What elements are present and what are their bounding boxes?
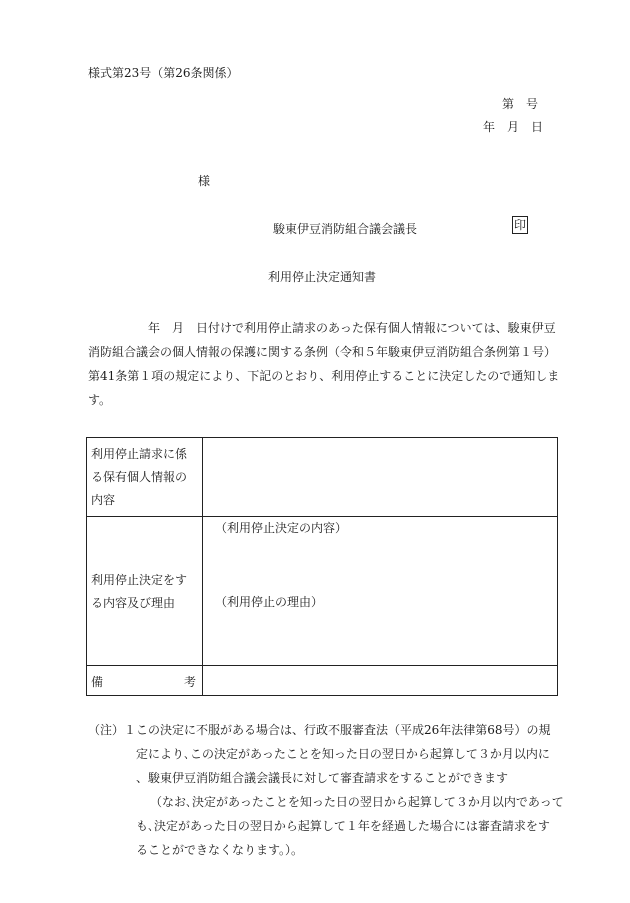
row-label-cell — [87, 517, 203, 666]
remarks-label-left: 備 — [91, 675, 104, 689]
body-line: す。 — [88, 393, 112, 407]
row-label-line: 利用停止決定をす — [91, 573, 188, 587]
note-line: （なお､決定があったことを知った日の翌日から起算して３か月以内であって — [150, 795, 564, 809]
body-line: 第41条第１項の規定により、下記のとおり、利用停止することに決定したので通知しま — [88, 369, 560, 383]
note-line: 、駿東伊豆消防組合議会議長に対して審査請求をすることができます — [136, 771, 509, 785]
remarks-label-right: 考 — [183, 675, 196, 689]
recipient-suffix: 様 — [198, 174, 211, 188]
decision-content-label: （利用停止決定の内容） — [215, 521, 348, 535]
row-label-line: 内容 — [91, 493, 116, 507]
note-line: 定により､この決定があったことを知った日の翌日から起算して３か月以内に — [136, 747, 550, 761]
table-row — [87, 517, 558, 666]
note-line: も､決定があった日の翌日から起算して１年を経過した場合には審査請求をす — [136, 819, 550, 833]
form-number: 様式第23号（第26条関係） — [88, 66, 239, 80]
note-body — [136, 718, 564, 862]
row-label-line: る内容及び理由 — [91, 596, 176, 610]
seal-mark: 印 — [514, 218, 527, 232]
note-line: ることができなくなります。）。 — [136, 843, 304, 857]
issue-number: 第 号 — [502, 97, 539, 111]
row-content-cell[interactable] — [203, 438, 558, 517]
note-head: （注）１ — [88, 723, 137, 737]
note-line: この決定に不服がある場合は、行政不服審査法（平成26年法律第68号）の規 — [136, 723, 551, 737]
row-content-cell[interactable] — [203, 517, 558, 666]
body-paragraph — [88, 316, 566, 412]
row-label-line: 利用停止請求に係 — [91, 447, 188, 461]
table-row — [87, 666, 558, 696]
decision-reason-label: （利用停止の理由） — [215, 595, 324, 609]
body-line: 年 月 日付けで利用停止請求のあった保有個人情報については、駿東伊豆 — [88, 321, 556, 335]
row-label-cell — [87, 666, 203, 696]
sender-title: 駿東伊豆消防組合議会議長 — [273, 222, 418, 236]
row-label-line: る保有個人情報の — [91, 470, 188, 484]
table-row — [87, 438, 558, 517]
body-line: 消防組合議会の個人情報の保護に関する条例（令和５年駿東伊豆消防組合条例第１号） — [88, 345, 557, 359]
row-content-cell[interactable] — [203, 666, 558, 696]
document-title: 利用停止決定通知書 — [268, 270, 377, 284]
issue-date: 年 月 日 — [483, 120, 544, 134]
row-label-cell — [87, 438, 203, 517]
info-table — [86, 437, 558, 696]
